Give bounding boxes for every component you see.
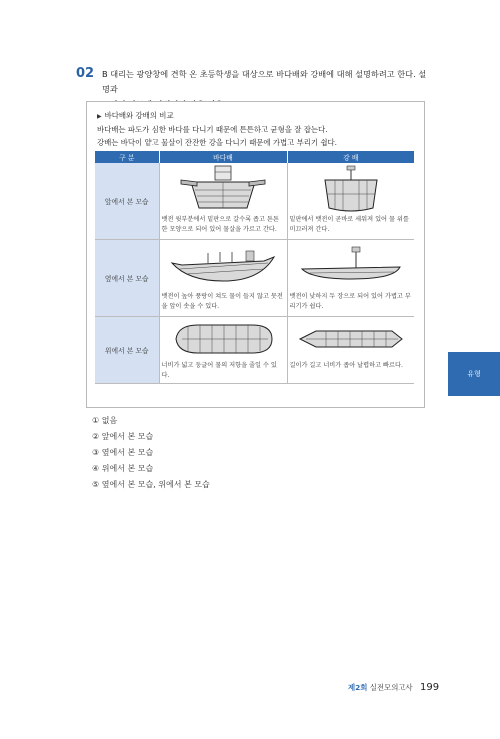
sea-boat-top-illustration <box>160 317 287 361</box>
table-row <box>95 317 414 384</box>
row-label-side: 옆에서 본 모습 <box>95 240 159 317</box>
table-row <box>95 240 414 317</box>
table-row <box>95 163 414 240</box>
page-footer <box>348 682 439 693</box>
sea-side-cell <box>159 240 287 317</box>
sea-top-description: 너비가 넓고 둥글어 물의 저항을 줄일 수 있다. <box>161 362 277 379</box>
triangle-bullet-icon: ▶ <box>97 113 102 120</box>
question-number: 02 <box>76 66 95 81</box>
river-side-description: 뱃전이 낮하지 두 장으로 되어 있어 가볍고 부리기가 쉽다. <box>289 293 411 310</box>
river-boat-top-illustration <box>288 317 415 361</box>
page-number: 199 <box>419 682 440 693</box>
box-title <box>97 110 174 121</box>
box-line-2: 강배는 바닥이 얕고 물살이 잔잔한 강을 다니기 때문에 가볍고 부리기 쉽다. <box>97 138 338 147</box>
sea-front-cell <box>159 163 287 240</box>
info-box <box>86 101 425 408</box>
river-boat-side-illustration <box>288 240 415 292</box>
sea-top-cell <box>159 317 287 384</box>
header-category: 구 분 <box>95 151 159 163</box>
section-side-tab: 유형 <box>448 352 500 396</box>
sea-boat-side-illustration <box>160 240 287 292</box>
river-top-description: 길이가 길고 너비가 좁아 날렵하고 빠르다. <box>289 362 403 369</box>
answer-options <box>92 413 210 493</box>
question-text-line1: B 대리는 광양창에 견학 온 초등학생을 대상으로 바다배와 강배에 대해 설명하려고 한다. 설명과 <box>102 69 427 94</box>
table-header-row <box>95 151 414 163</box>
option-1[interactable]: ① 없음 <box>92 416 118 425</box>
box-title-text: 바다배와 강배의 비교 <box>104 111 174 120</box>
header-river-boat: 강 배 <box>287 151 414 163</box>
footer-label: 실전모의고사 <box>369 683 413 692</box>
row-label-front: 앞에서 본 모습 <box>95 163 159 240</box>
footer-series: 제2회 <box>348 683 368 692</box>
sea-front-description: 뱃전 윗부분에서 밑판으로 갈수록 좁고 튼튼한 모양으로 되어 있어 물살을 가르고 간다. <box>161 216 279 233</box>
river-side-cell <box>287 240 414 317</box>
river-boat-front-illustration <box>288 163 415 215</box>
option-5[interactable]: ⑤ 옆에서 본 모습, 위에서 본 모습 <box>92 480 210 489</box>
river-front-cell <box>287 163 414 240</box>
river-top-cell <box>287 317 414 384</box>
option-3[interactable]: ③ 옆에서 본 모습 <box>92 448 154 457</box>
river-front-description: 밑판에서 뱃전이 곧바로 세워져 있어 물 위를 미끄러져 간다. <box>289 216 409 233</box>
comparison-table <box>95 151 414 384</box>
row-label-top: 위에서 본 모습 <box>95 317 159 384</box>
sea-boat-front-illustration <box>160 163 287 215</box>
box-line-1: 바다배는 파도가 심한 바다를 다니기 때문에 튼튼하고 균형을 잘 잡는다. <box>97 125 328 134</box>
option-4[interactable]: ④ 위에서 본 모습 <box>92 464 154 473</box>
sea-side-description: 뱃전이 높아 풍랑이 쳐도 물이 들지 않고 뭇전을 앞이 솟을 수 있다. <box>161 293 283 310</box>
header-sea-boat: 바다배 <box>159 151 287 163</box>
option-2[interactable]: ② 앞에서 본 모습 <box>92 432 154 441</box>
